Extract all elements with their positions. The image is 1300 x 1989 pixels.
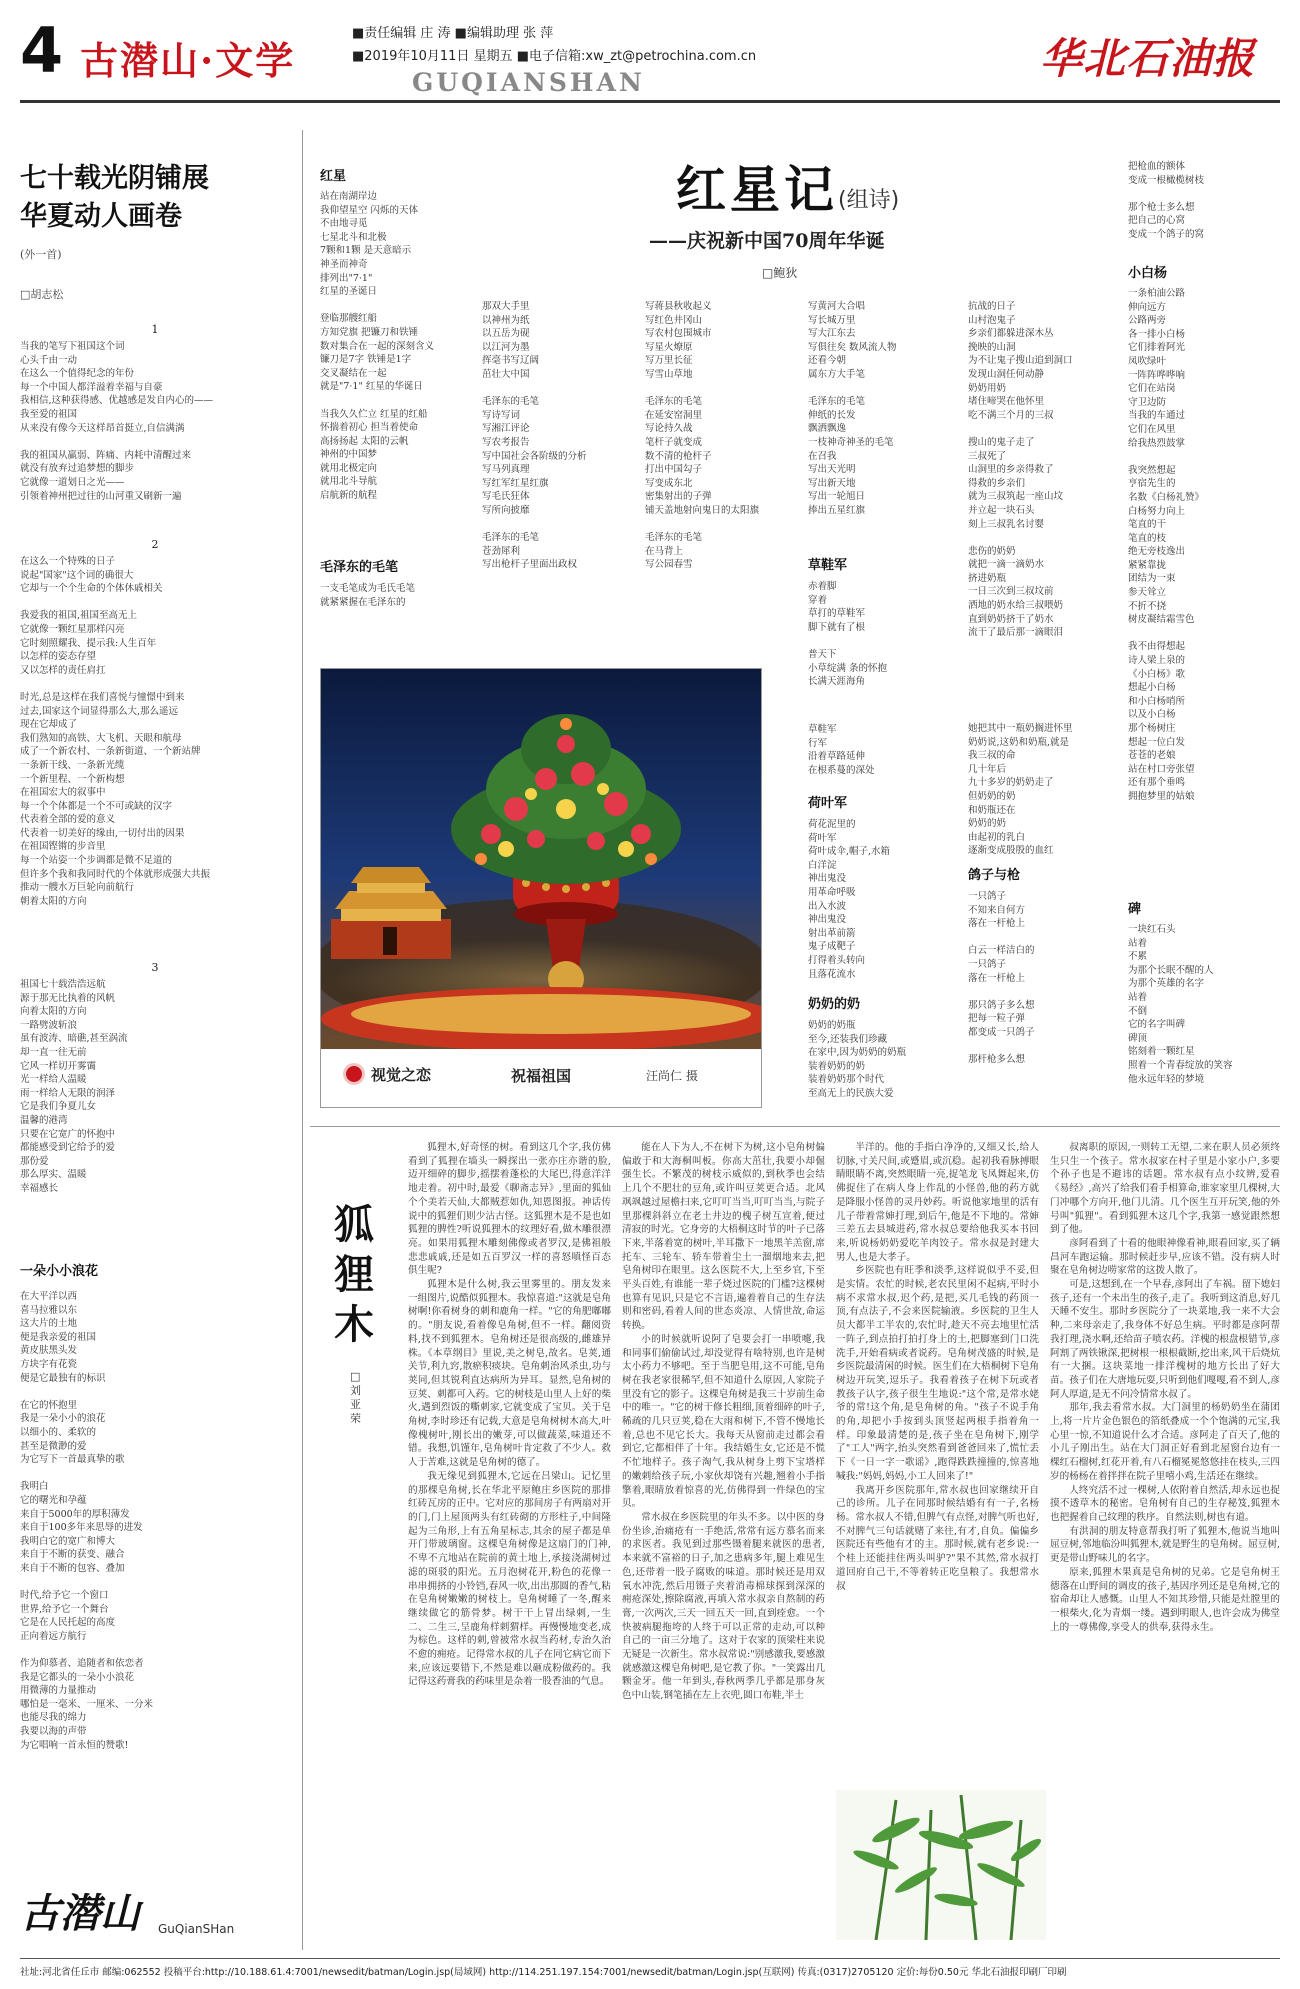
poem-heyejun: 荷花泥里的 荷叶军 荷叶成伞,帽子,水箱 白洋淀 神出鬼没 用革命呼吸 出入水波 神出鬼没 射出革前箭 鬼子成靶子 打得着头转向 且落花流水: [808, 819, 891, 980]
article1-title-line1: 七十载光阴铺展: [20, 163, 209, 194]
pinyin-banner: GUQIANSHAN: [412, 68, 645, 97]
visual-badge: [343, 1063, 431, 1085]
article3-para: 我离开乡医院那年,常水叔也回家继续开自己的诊所。儿子在同那时候结婚有有一子,名杨杨。常水叔人不错,但脾气有点怪,对脾气听也好,不对脾气三句话就赌了来往,有才,自负。偏偏乡医院还有些他有才的主。那时候,就有老乡说:一个桂上还能挂住两头叫驴?"果不其然,常水叔打道回府自己干,不等着转正吃皇粮了。我想常水叔: [836, 1484, 1039, 1592]
poem-heyejun-title: 荷叶军: [808, 796, 848, 811]
page-number: 4: [20, 14, 64, 87]
photo-panel: [320, 668, 762, 1108]
article1-byline: □胡志松: [20, 288, 64, 301]
poem-gezi: 一只鸽子 不知来自何方 落在一杆枪上 白云一样洁白的 一只鸽子 落在一杆枪上 那只鸽子多么想 把每一粒子弹 都变成一只鸽子 那杆枪多么想: [968, 891, 1035, 1066]
article1-part2: 在这么一个特殊的日子 说起"国家"这个词的确很大 它却与一个个生命的个体休戚相关 我爱我的祖国,祖国至高无上 它就像一颗红星那样闪亮 它时刻照耀我、提示我:人生百年 以怎样的姿态存望 又以怎样的责任肩扛 时光,总是这样在我们喜悦与憧憬中到来 过去,国家这个词显得那么大,那么遥远 现在它却成了 我们熟知的高铁、大飞机、天眼和航母 成了一个新农村、一条新街道、一个新站牌 一条新干线、一条新光缆 一个新里程、一个新构想 在祖国宏大的叙事中 每一个个体都是一个不可或缺的汉字 代表着全部的爱的意义 代表着一切美好的缘由,一切付出的因果 在祖国铿锵的步音里 每一个站姿一个步调都是微不足道的 但许多个我和我同时代的个体就形成强大共振 推动一艘水万巨轮向前航行 朝着太阳的方向: [20, 556, 211, 907]
poem-maobi-start: 一支毛笔成为毛氏毛笔 就紧紧握在毛泽东的: [320, 583, 416, 608]
photo-credit: 汪尚仁 摄: [646, 1069, 698, 1083]
article3-para: 常水叔在乡医院里的年头不多。以中医的身份坐诊,治痛疮有一手绝活,常常有远方慕名而来的求医者。我见到过那些镊着腿来就医的患者,本来就不富裕的日子,加之患病多年,腿上难见生色,还带着一股子腐败的味道。那时候还是用双氧水冲洗,然后用镊子夹着消毒棉球探到深深的痈疮深处,擦除腐液,再填入常水叔亲自熬制的药膏,一次两次,三天一回五天一回,直到痊愈。一个快被病腿拖垮的人终于可以正常的走动,可以种自己的一亩三分地了。这对于农家的顶梁柱来说无疑是一次新生。常水叔常说:"别感激我,要感激就感激这棵皂角树吧,是它教了你。"一笑露出几颗金牙。他一年到头,春秋两季几乎都是那身灰色中山装,钢笔插在左上衣兜,圆口布鞋,半土: [622, 1511, 825, 1702]
article3-col4: [1050, 1141, 1280, 1634]
article1-part1-number: 1: [151, 323, 159, 336]
article3-col1: [408, 1141, 611, 1689]
poem-hongxing-title: 红星: [320, 169, 347, 184]
poem-nainai: 奶奶的奶瓶 至今,还装我们珍藏 在家中,因为奶奶的奶瓶 装着奶奶的奶 装着奶奶那个时代 至高无上的民族大爱: [808, 1020, 907, 1099]
article3-byline: □刘亚荣: [350, 1370, 361, 1425]
article3-para: 可是,这想到,在一个早春,彦阿出了车祸。留下媳妇孩子,还有一个未出生的孩子,走了。我听到这消息,好几天睡不安生。那时乡医院分了一块菜地,我一来不大会种,二来母亲走了,我身体不好总生病。平时都是彦阿帮我打理,浇水啊,还给苗子喷农药。洋槐的根盘根错节,彦阿割了两铁锹深,把树根一根根截断,挖出来,风干后烧炕有一大捆。这块菜地一排洋槐树的地方长出了好大苗。孩子们在大唐地玩耍,只听到他们嘎嘎,看不到人,彦阿人厚道,是无不问冷情常水叔了。: [1050, 1279, 1280, 1400]
visual-badge-text: 视觉之恋: [371, 1065, 432, 1084]
poem-bei: 一块红石头 站着 不累 为那个长眠不醒的人 为那个英雄的名字 站着 不倒 它的名字叫碑 碑顶 铭刻着一颗红星 照着一个青春绽放的笑容 他永远年轻的梦境: [1128, 924, 1233, 1085]
article3-col3: [836, 1141, 1039, 1593]
article3-title: 狐狸木: [334, 1202, 374, 1348]
poem-nainai-cont2: 她把其中一瓶奶搁进怀里 奶奶说,这奶和奶瓶,就是 我三叔的命 几十年后 九十多岁的奶奶走了 但奶奶的奶 和奶瓶还在 奶奶的奶 由起初的乳白 逐渐变成殷殷的血红: [968, 723, 1073, 857]
poem-xiaobaiyang-title: 小白杨: [1128, 266, 1168, 281]
article3-para: 原来,狐狸木果真是皂角树的兄弟。它是皂角树王德落在山野间的调皮的孩子,基因序列还是皂角树,它的宿命却让人感慨。山里人不知其珍惜,只能是灶膛里的一根柴火,化为青烟一缕。遇到明眼人,也许会成为佛堂上的一尊佛像,享受人的供奉,获得永生。: [1050, 1566, 1280, 1633]
guqianshan-logo-pinyin: GuQianSHan: [158, 1922, 235, 1936]
header-rule: [20, 100, 1280, 103]
article1-subtitle: (外一首): [20, 248, 62, 261]
poem-gezi-title: 鸽子与枪: [968, 868, 1021, 883]
article3-para: 那年,我去看常水叔。大门洞里的杨奶奶坐在蒲团上,将一片片金色银色的箔纸叠成一个个饱满的元宝,我心里一惊,不知道说什么才合适。彦阿走了百天了,他的小儿子刚出生。站在大门洞正好看到北屋窗台边有一棵红石榴树,红花开着,有八石榴冕冕悠悠挂在枝头,三四岁的杨杨在着拌拌在院子里嘻小鸡,生活还在继续。: [1050, 1402, 1280, 1482]
poem-caoxiejun-title: 草鞋军: [808, 558, 848, 573]
photo-caption-bar: [321, 1049, 761, 1107]
bamboo-illustration: [836, 1790, 1046, 1940]
article3-para: 半洋的。他的手指白净净的,又细又长,给人切脉,寸关尺间,或蹙眉,或沉稳。起初我看脉搏眼睛眼睛不离,突然眼睛一亮,捉笔龙飞凤舞起来,仿佛捉住了在病人身上作乱的小怪兽,他的药方就是降服小怪兽的灵丹妙药。听说他家地里的活有儿子带着常婶打理,到后午,他是不下地的。常婶三差五去县城进药,常水叔总要给他我买本书回来,听说杨奶奶爱吃羊肉饺子。常水叔是封建大男人,也是大孝子。: [836, 1142, 1039, 1263]
article2-byline: □鲍狄: [762, 266, 798, 280]
poem-maobi-cont2: 写蒋县秋收起义 写红色井冈山 写农村包围城市 写星火燎原 写万里长征 写雪山草地 毛泽东的毛笔 在延安窑洞里 写论持久战 笔杆子就变成 数不清的枪杆子 打出中国勾子 写变成东北 密集射出的子弹 铺天盖地射向鬼日的太阳旗 毛泽东的毛笔 在马背上 写公园春雪: [645, 301, 760, 571]
poem-maobi-cont3: 写黄河大合唱 写长城万里 写大江东去 写俱往矣 数风流人物 还看今朝 属东方大手笔 毛泽东的毛笔 伸纸的长发 飘洒飘逸 一枝神奇神圣的毛笔 在召我 写出天光明 写出新天地 写出一轮旭日 捧出五星红旗: [808, 301, 897, 516]
article1-part3: 祖国七十载浩浩远航 源于那无比执着的风帆 向着太阳的方向 一路劈波斩浪 虽有波涛、暗礁,甚至涡流 却一直一往无前 它风一样切开雾霭 光一样给人温暖 雨一样给人无限的润泽 它是我们争夏儿女 温馨的港湾 只要在它宽广的怀抱中 都能感受到它给予的爱 那份爱 那么厚实、温暖 幸福感长: [20, 979, 128, 1194]
guqianshan-logo: [20, 1892, 270, 1948]
article1-part3-number: 3: [151, 961, 159, 974]
article2-subtitle: ——庆祝新中国70周年华诞: [649, 230, 885, 252]
guqianshan-logo-glyph: 古潜山: [20, 1890, 140, 1937]
date-line: ■2019年10月11日 星期五 ■电子信箱:xw_zt@petrochina.com.cn: [352, 49, 757, 64]
article1-title-line2: 华夏动人画卷: [20, 201, 182, 232]
article3-para: 我无缘见到狐狸木,它远在吕梁山。记忆里的那棵皂角树,长在华北平原鲍庄乡医院的那排红砖瓦房的正中。它对应的那间房子有两扇对开的门,门上屋顶两头有红砖砌的方形柱子,中间隆起为三角形,上有五角星标志,其余的屋子都是单开门带玻璃窗。这棵皂角树像是这扇门的门神,不卑不亢地站在院前的黄土地上,承接浇湖树过滤的斑驳的阳光。五月泡树花开,粉色的花像一串串拥挤的小铃铛,春风一吹,出出那圆的香气,粘在皂角树嫩嫩的树枝上。皂角树睡了一冬,醒来继续做它的筋骨梦。树干干上冒出绿刺,一生二、二生三,呈鹿角样刺猬样。再慢慢地变老,成为棕色。这样的刺,曾被常水叔当药材,专治久治不愈的痈疮。记得常水叔的儿子在同它病它而下来,应该远要错下,不然是难以砸成粉做药的。我记得这药膏我的药味里是杂着一股香油的气息。: [408, 1470, 611, 1688]
article3-para: 狐狸木,好奇怪的树。看到这几个字,我仿佛看到了狐狸在墙头一瞬探出一张亦庄亦谐的脸,迈开细碎的脚步,摇摆着蓬松的大尾巴,得意洋洋地走着。初中时,最爱《聊斋志异》,里面的狐仙个个美若天仙,大都贼惹如仇,知恩图报。神话传说中的狐狸们则少沾古怪。这狐狸木是不是也如狐狸的脾性?听说狐狸木的纹理好看,做木雕很漂亮。如果用狐狸木雕刻佛像或者罗汉,是佛祖般悲悲戚戚,还是如五百罗汉一样的喜怒嗔怪百态俱生呢?: [408, 1142, 611, 1277]
article2-title-text: 红星记: [676, 161, 838, 219]
article3-para: 彦阿看到了十看的他眼神像看神,眼看回家,买了辆昌河车跑运输。那时候赶步早,应该不错。没有病人时聚在皂角树边唠家常的这拨人散了。: [1050, 1237, 1280, 1277]
article3-para: 能在人下为人,不在树下为树,这小皂角树偏偏敢于和大海桐叫板。你高大茁壮,我要小却倔强生长。不繁茂的树枝示威似的,到秋季也会结上几个不肥壮的豆角,或许叫豆荚更合适。北风飒飒越过屋檐扫来,它叮叮当当,叮叮当当,与院子里那棵斜斜立在老土井边的槐子树互宣着,便过清寂的时光。它身旁的大梧桐这时节的叶子已落下来,半落着宽的树叶,半耳撒下一地黑羊羔窗,席托车、三轮车、轿车带着尘土一溜烟地来去,把皂角树印在眼里。这么医院不大,上至乡官,下至平头百姓,有谁能一辈子烧过医院的门槛?这棵树也算有见识,只是它不言语,遍着着自己的生存法则和密码,看着人间的世态炎凉、人情世故,命运转换。: [622, 1142, 825, 1332]
article3-para: 有洪洞的朋友特意帮我打听了狐狸木,他说当地叫屈豆树,邻地临汾叫狐狸木,就是野生的皂角树。屈豆树,更是带山野味儿的名字。: [1050, 1525, 1280, 1565]
poem-hongxing: 站在南湖岸边 我仰望星空 闪烁的天体 不由地寻觅 七星北斗和北极 7颗和1颗 是天意暗示 神圣而神奇 排列出"7·1" 红星的圣诞日 登临那艘红船 方知党旗 把镰刀和铁锤 数对集合在一起的深刻含义 镰刀是7字 铁锤是1字 交叉凝结在一起 就是"7·1" 红星的华诞日 当我久久伫立 红星的红船 怀揣着初心 担当着使命 高扬扬起 太阳的云帆 神州的中国梦 就用北极定向 就用北斗导航 启航新的航程: [320, 191, 435, 502]
poem-xiaobaiyang: 一条柏油公路 伸向远方 公路两旁 各一排小白杨 它们排着阿光 凤吹绿叶 一阵阵哗哗响 它们在站岗 守卫边防 当我的车通过 它们在风里 给我热烈鼓掌 我突然想起 亨宿先生的 名数《白杨礼赞》 白杨努力向上 笔直的干 笔直的枝 绝无旁枝逸出 紧紧靠拢 团结为一束 参天耸立 不折不挠 树皮凝结霜雪色 我不由得想起 诗人梁上泉的 《小白杨》歌 想起小白杨 和小白杨哨所 以及小白杨 那个杨树庄 想起一位白发 苍苍的老娘 站在村口旁张望 还有那个垂鸣 拥抱梦里的姑娘: [1128, 288, 1205, 802]
flower-basket-photo: [321, 669, 761, 1049]
poem-gezi-cont: 把枪血的额体 变成一根橄榄树枝 那个枪士多么想 把自己的心窝 变成一个鸽子的窝: [1128, 161, 1205, 240]
poem-nainai-cont1: 抗战的日子 山村泡鬼子 乡亲们都躲进深木丛 挽映的山洞 为不让鬼子搜山追到洞口 发现山洞任何动静 奶奶用奶 堵住啼哭在他怀里 吃不满三个月的三叔 搜山的鬼子走了 三叔死了 山洞里的乡亲得救了 得救的乡亲们 就为三叔筑起一座山坟 并立起一块石头 刻上三叔乳名讨婴 悲伤的奶奶 就把一滴一滴奶水 挤进奶瓶 一日三次到三叔坟前 洒地的奶水给三叔喂奶 直到奶奶挤干了奶水 流干了最后那一滴眼泪: [968, 301, 1073, 639]
article1-sub-poem: 在大平洋以西 喜马拉雅以东 这大片的土地 便是我亲爱的祖国 黄皮肤黑头发 方块字有花瓷 便是它最独有的标识 在它的怀抱里 我是一朵小小的浪花 以细小的、柔软的 甚至是微渺的爱 为它写下一首最真挚的歌 我明白 它的曙光和孕蕴 来自于5000年的厚积薄发 来自于100多年来思辱的进发 我明白它的宽广和博大 来自于不断的获变、融合 来自于不断的包容、叠加 时代,给予它一个窗口 世界,给予它一个舞台 它是在人民托起的高度 正向着远方航行 作为仰慕者、追随者和依恋者 我是它都头的一朵小小浪花 用微薄的力量推动 哪怕是一毫米、一厘米、一分米 也能尽我的绵力 我要以海的声带 为它唱响一首永恒的赞歌!: [20, 1291, 154, 1751]
photo-caption: 祝福祖国: [511, 1067, 572, 1085]
poem-maobi-title: 毛泽东的毛笔: [320, 560, 399, 575]
article-divider: [310, 1126, 1280, 1127]
section-title: 古潜山·文学: [80, 38, 296, 83]
poem-nainai-title: 奶奶的奶: [808, 997, 861, 1012]
article2-title: [676, 150, 899, 222]
newspaper-logo: 华北石油报: [1040, 34, 1256, 83]
article3-col2: [622, 1141, 825, 1703]
article3-para: 狐狸木是什么树,我云里雾里的。朋友发来一组图片,说酷似狐狸木。我惊喜道:"这就是皂角树啊!你看树身的刺和鹿角一样。"它的角肥嘟嘟的。"朋友说,看着像皂角树,但不一样。翻阅资料,找不到狐狸木。皂角树还是很高级的,雌雄异株。《本草纲目》里说,美之树皂,故名。皂荚,通关节,利九窍,散瘀积痰块。皂角刺治风杀虫,功与荚同,但其锐利直达病所为异耳。显然,皂角树的豆荚、刺都可入药。它的树枝是山里人上好的柴火,遇到烈饭的嘶刺家,它就变成了宝贝。关于皂角树,李时珍还有记载,大意是皂角树树木高大,叶像槐树叶,刚长出的嫩芽,可以做蔬菜,味道还不错。我想,饥馑年,皂角树叶肯定救了不少人。救人于苦难,这就是皂角树的德了。: [408, 1279, 611, 1469]
poem-caoxiejun: 赤着脚 穿着 草打的草鞋军 脚下就有了根 普天下 小草绽满 条的怀抱 长满天涯海角: [808, 581, 888, 688]
article1-title: [20, 160, 250, 236]
article1-sub-title: 一朵小小浪花: [20, 1264, 99, 1279]
footer-rule: [20, 1958, 1280, 1959]
article3-para: 叔离职的原因,一则转工无望,二来在职人员必须终生只生一个孩子。常水叔家在村子里是小家小户,多要个孙子也是不避讳的话题。常水叔有点小纹辨,爱看《易经》,高兴了给我们看手相算命,谁家家里几棵树,大门冲哪个方向开,他门儿清。几个医生互开玩笑,他的外号叫"狐狸"。看到狐狸木这几个字,我第一感觉跟然想到了他。: [1050, 1142, 1280, 1236]
article2-title-note: (组诗): [838, 188, 900, 213]
footer-info: 社址:河北省任丘市 邮编:062552 投稿平台:http://10.188.61.4:7001/newsedit/batman/Login.jsp(局域网) http://114.251.197.154:7001/newsedit/batman/Login.jsp(互联网) 传真:(0317)2705120 定价:每份0.50元 华北石油报印刷厂印刷: [20, 1967, 1067, 1978]
article1-part2-number: 2: [151, 538, 159, 551]
poem-maobi-cont1: 那双大手里 以神州为纸 以五岳为砚 以江河为墨 挥毫书写辽阔 茁壮大中国 毛泽东的毛笔 写诗写词 写湘江评论 写农考报告 写中国社会各阶级的分析 写马列真理 写红军红星红旗 写毛氏狂体 写所向披靡 毛泽东的毛笔 苍劲犀利 写出枪杆子里面出政权: [482, 301, 587, 571]
article3-para: 小的时候就听说阿了皂要会打一串喷嚏,我和同事们偷偷试过,却没觉得有啥特别,也许是树太小药力不够吧。至于当肥皂用,这不可能,皂角树在我老家很稀罕,但不知道什么原因,人家院子里没有它的影子。这棵皂角树是我三十岁前生命中的唯一。"它的树干修长粗细,顶着细碎的叶子,稀疏的几只豆荚,稳在大雨和树下,不管不慢地长着,总也不见它长大。我每天从窗前走过都会看到它,它都相伴了十年。我结婚生女,它还是不慌不忙地样子。孩子淘气,我从树身上剪下宝塔样的嫩刺给孩子玩,小家伙却饶有兴趣,翘着小手指擎着,眼睛放着惊喜的光,仿佛得到一件绿色的宝贝。: [622, 1333, 825, 1510]
article1-part1: 当我的笔写下祖国这个词 心头千由一动 在这么一个值得纪念的年份 每一个中国人都洋溢着幸福与自豪 我相信,这种获得感、优越感是发自内心的—— 我至爱的祖国 从来没有像今天这样昂首挺立,自信满满 我的祖国从羸弱、阵痛、内耗中清醒过来 就没有放弃过追梦想的脚步 它就像一道划日之光—— 引领着神州把过往的山河重又刷新一遍: [20, 341, 214, 502]
poem-bei-title: 碑: [1128, 902, 1142, 917]
poem-caoxiejun-cont: 草鞋军 行军 沿着草路延伸 在根系蔓的深处: [808, 724, 875, 776]
column-divider-left: [302, 130, 303, 1950]
article3-para: 人终究活不过一棵树,人依附着自然活,却永远也捉摸不透草木的秘密。皂角树有自己的生存秘笈,狐狸木也把握着自己纹理的秩序。自然法则,树也有道。: [1050, 1484, 1280, 1523]
editors-line: ■责任编辑 庄 涛 ■编辑助理 张 萍: [352, 26, 554, 41]
flower-icon: [343, 1063, 365, 1085]
article3-para: 乡医院也有旺季和淡季,这样说似乎不妥,但是实情。农忙的时候,老农民里闲不起病,平时小病不求常水叔,迟个药,是把,买几毛钱的药顶一顶,有点法子,不会来医院输液。乡医院的卫生人员大都半工半农的,农忙时,趁天不亮去地里忙活一阵子,到点拍打拍打身上的土,把脚塞到门口洗洗手,开始看病或者说药。皂角树茂盛的时候,是乡医院最清闲的时候。医生们在大梧桐树下皂角树边开玩笑,逗乐子。我看着孩子在树下玩或者教孩子认字,孩子很生生地说:"这个常,是常水姥爷的常!这个角,是皂角树的角。"孩子不说手角的角,却把小手按到头顶竖起两根手指着角一样。印象最清楚的是,孩子坐在皂角树下,刚学了"工人"两字,抬头突然看到爸爸回来了,慌忙丢下《一日一字一歌谣》,跑得跌跌撞撞的,惊喜地喊我:"妈妈,妈妈,小工人回来了!": [836, 1265, 1039, 1482]
